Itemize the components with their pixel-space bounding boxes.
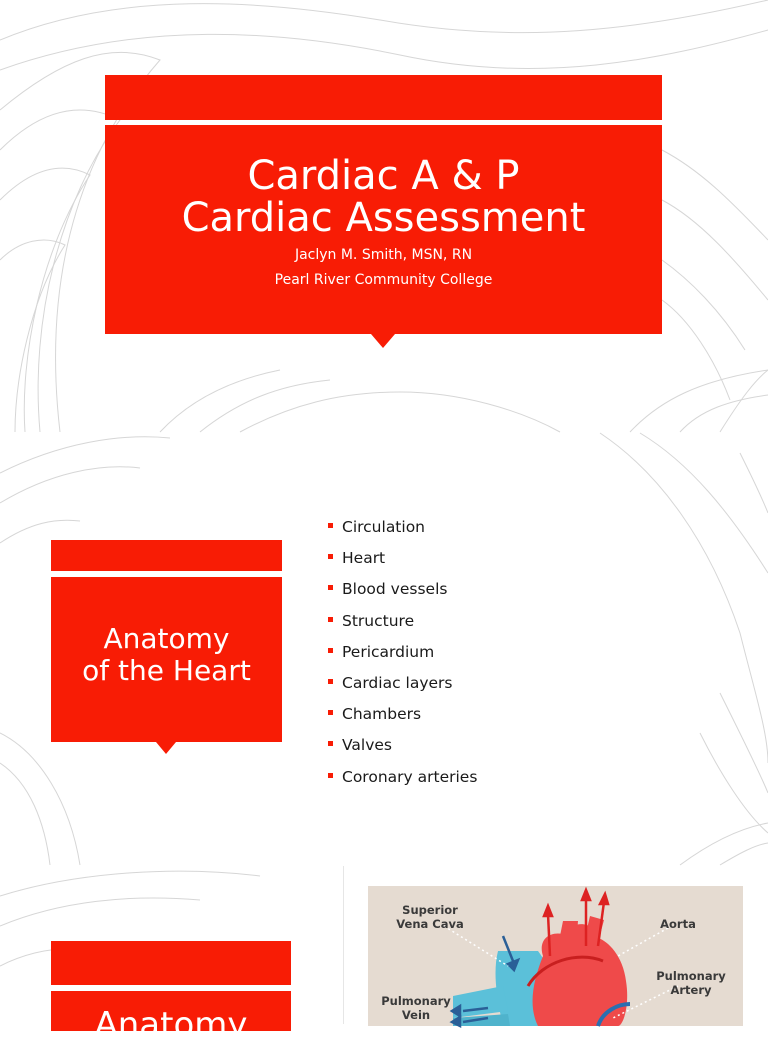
topic-list — [328, 517, 477, 798]
label-pa-line1: Pulmonary — [656, 969, 726, 983]
bullet-square-icon — [328, 741, 333, 746]
presentation-title-line1: Cardiac A & P — [247, 153, 520, 199]
label-pa-line2: Artery — [670, 983, 712, 997]
section-title-line2: of the Heart — [82, 654, 251, 687]
list-item: Pericardium — [328, 642, 477, 673]
list-item: Heart — [328, 548, 477, 579]
author: Jaclyn M. Smith, MSN, RN — [294, 247, 473, 263]
list-item: Valves — [328, 735, 477, 766]
label-svc-line1: Superior — [402, 903, 458, 917]
section-title-box — [51, 991, 291, 1045]
section-top-band — [51, 941, 291, 985]
bullet-square-icon — [328, 710, 333, 715]
slide-2 — [0, 433, 768, 865]
list-item: Structure — [328, 611, 477, 642]
heart-anatomy-diagram — [368, 886, 743, 1026]
section-pointer — [156, 742, 176, 754]
section-title-line1: Anatomy — [103, 622, 230, 655]
label-pv-line1: Pulmonary — [381, 994, 451, 1008]
presentation-title-line2: Cardiac Assessment — [181, 195, 586, 241]
title-pointer — [371, 334, 395, 348]
list-item: Chambers — [328, 704, 477, 735]
bullet-square-icon — [328, 679, 333, 684]
section-top-band — [51, 540, 282, 571]
label-pv-line2: Vein — [401, 1008, 431, 1022]
list-item: Cardiac layers — [328, 673, 477, 704]
bullet-square-icon — [328, 773, 333, 778]
bullet-square-icon — [328, 554, 333, 559]
slide-divider — [343, 866, 344, 1024]
bullet-square-icon — [328, 648, 333, 653]
list-item: Coronary arteries — [328, 767, 477, 798]
title-top-band — [105, 75, 662, 120]
institution: Pearl River Community College — [274, 272, 493, 288]
bullet-square-icon — [328, 585, 333, 590]
bullet-square-icon — [328, 523, 333, 528]
list-item: Circulation — [328, 517, 477, 548]
label-aorta: Aorta — [660, 917, 696, 931]
slide-1 — [0, 0, 768, 432]
section-title-partial: Anatomy — [94, 1005, 248, 1045]
label-svc-line2: Vena Cava — [396, 917, 464, 931]
bullet-square-icon — [328, 617, 333, 622]
list-item: Blood vessels — [328, 579, 477, 610]
slide-3 — [0, 866, 768, 1045]
